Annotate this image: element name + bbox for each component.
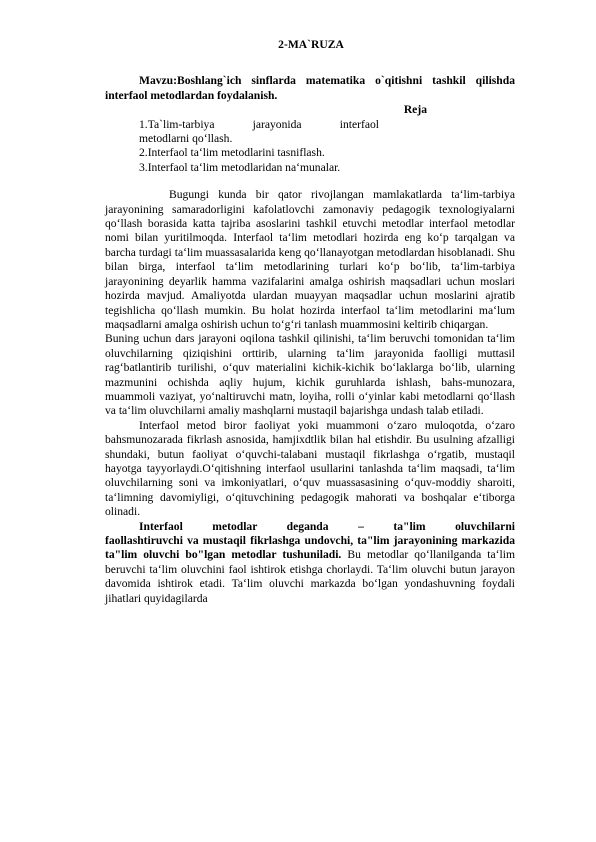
paragraph-4-bold-line-1: Interfaol metodlar deganda – ta"lim oluvchilarni (139, 519, 515, 533)
paragraph-4 (105, 520, 515, 606)
lecture-topic: Mavzu:Boshlang`ich sinflarda matematika o`qitishni tashkil qilishda interfaol metodlardan foydalanish. (105, 74, 515, 102)
paragraph-2: Buning uchun dars jarayoni oqilona tashkil qilinishi, ta‘lim beruvchi tomonidan ta‘lim oluvchilarning qiziqishini orttirib, ularning ta‘lim jarayonida faolligi muttasil rag‘batlantirib turilishi, o‘quv materialini kichik-kichik bo‘laklarga bo‘lib, ularning mazmunini ochishda aqliy hujum, kichik guruhlarda ishlash, bahs-munozara, muammoli vaziyat, yo‘naltiruvchi matn, loyiha, rolli o‘yinlar kabi metodlarni qo‘llash va ta‘lim oluvchilarni amaliy mashqlarni mustaqil bajarishga undash talab etiladi. (105, 332, 515, 418)
paragraph-3: Interfaol metod biror faoliyat yoki muammoni o‘zaro muloqotda, o‘zaro bahsmunozarada fikrlash asnosida, hamjixdtlik bilan hal etishdir. Bu usulning afzalligi shundaki, butun faoliyat o‘quvchi-talabani mustaqil fikrlashga o‘rgatib, mustaqil hayotga tayyorlaydi.O‘qitishning interfaol usullarini tanlashda ta‘lim maqsadi, ta‘lim oluvchilarning soni va imkoniyatlari, o‘quv muassasasining o‘quv-moddiy sharoiti, ta‘limning davomiyligi, o‘qituvchining pedagogik mahorati va boshqalar e‘tiborga olinadi. (105, 418, 515, 519)
plan-heading: Reja (403, 103, 427, 117)
plan-list (105, 118, 515, 176)
plan-item-1-line-1: 1.Ta`lim-tarbiya jarayonida interfaol (139, 117, 379, 131)
plan-item-3: 3.Interfaol ta‘lim metodlaridan na‘munalar. (139, 160, 341, 174)
plan-item-1-line-2: metodlarni qo‘llash. (139, 132, 233, 146)
plan-item-1 (139, 118, 379, 147)
document-page (105, 38, 515, 606)
paragraph-1: Bugungi kunda bir qator rivojlangan mamlakatlarda ta‘lim-tarbiya jarayonining samaradorligini kafolatlovchi zamonaviy pedagogik texnologiyalarni qo‘llash borasida katta tajriba asoslarini tashkil etuvchi metodlar interfaol metodlar nomi bilan yuritilmoqda. Interfaol ta‘lim metodlari hozirda eng ko‘p tarqalgan va barcha turdagi ta‘lim muassasalarida keng qo‘llanayotgan metodlardan hisoblanadi. Shu bilan birga, interfaol ta‘lim metodlarining turlari ko‘p bo‘lib, ta‘lim-tarbiya jarayonining deyarlik hamma vazifalarini amalga oshirish maqsadlari uchun moslari hozirda mavjud. Amaliyotda ulardan muayyan maqsadlar uchun moslarini ajratib tegishlicha qo‘llash mumkin. Bu holat hozirda interfaol ta‘lim metodlarini ma‘lum maqsadlarni amalga oshirish uchun to‘g‘ri tanlash muammosini keltirib chiqargan. (105, 188, 515, 331)
paragraph-4-definition: faollashtiruvchi va mustaqil fikrlashga undovchi, ta"lim jarayonining markazida ta"lim oluvchi bo"lgan metodlar tushuniladi. (105, 534, 515, 562)
plan-item-2: 2.Interfaol ta‘lim metodlarini tasniflash. (139, 146, 325, 160)
paragraph-4-text: Bu metodlar qo‘llanilganda ta‘lim beruvchi ta‘lim oluvchini faol ishtirok etishga chorlaydi. Ta‘lim oluvchi butun jarayon davomida ishtirok etadi. Ta‘lim oluvchi markazda bo‘lgan yondashuvning foydali jihatlari quyidagilarda (105, 548, 515, 605)
lecture-title: 2-MA`RUZA (278, 38, 344, 51)
